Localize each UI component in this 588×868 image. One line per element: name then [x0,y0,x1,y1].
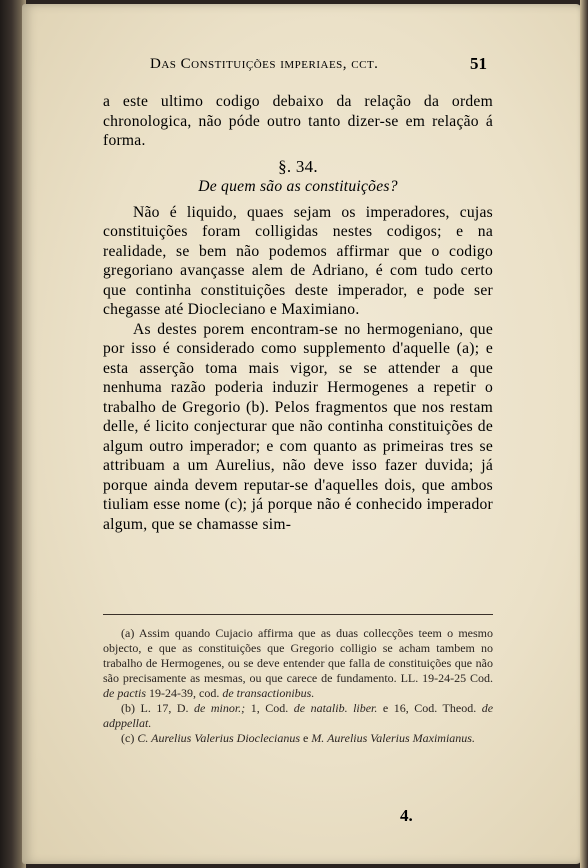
section-number: §. 34. [278,156,318,176]
footnote-c-ref-2: M. Aurelius Valerius Maximianus. [311,731,475,745]
footnote-b-text-1: (b) L. 17, D. [121,701,189,715]
running-head: Das Constituições imperiaes, cct. [150,56,379,72]
footnote-a-text: (a) Assim quando Cujacio affirma que as duas collecções teem o mesmo objecto, e que as constituições que Gregorio colligio se acham tambem no trabalho de Hermogenes, ou se deve entender que falla de constituições que não são precisamente as mesmas, ou que carece de fundamento. LL. 19-24-25 Cod. [103,626,493,685]
footnotes [103,626,493,746]
footnote-c-ref: C. Aurelius Valerius Dioclecianus [137,731,300,745]
footnote-divider [103,614,493,615]
footnote-b-text-2: 1, Cod. [250,701,289,715]
footnote-b-ref-3: de adppellat. [103,701,494,730]
page-number: 51 [470,54,487,73]
footnote-a-ref-1: de pactis [103,686,146,700]
footnote-b-text-3: e 16, Cod. Theod. [382,701,477,715]
footnote-a [103,626,493,701]
footnote-c-mid: e [302,731,309,745]
paragraph-1: Não é liquido, quaes sejam os imperadores, cujas constituições foram colligidas nestes codigos; e na realidade, se bem não podemos affirmar que o codigo gregoriano avançasse alem de Adriano, é com tudo certo que continha constituições deste imperador, e pode ser chegasse até Diocleciano e Maximiano. [103,203,493,318]
intro-lines: a este ultimo codigo debaixo da relação da ordem chronologica, não póde outro tanto dizer-se em relação á forma. [103,93,493,149]
footnote-b-ref-2: de natalib. liber. [293,701,378,715]
footnote-b-ref-1: de minor.; [194,701,246,715]
footnote-a-mid: 19-24-39, cod. [149,686,220,700]
footnote-c-label: (c) [121,731,135,745]
footnote-c [103,731,493,746]
signature-mark: 4. [400,806,413,825]
main-text [103,92,493,534]
footnote-b [103,701,493,731]
section-title: De quem são as constituições? [198,178,398,195]
footnote-a-ref-2: de transactionibus. [222,686,315,700]
page-edge-shadow [580,0,588,868]
paragraph-2: As destes porem encontram-se no hermogeniano, que por isso é considerado como supplemento d'aquelle (a); e esta asserção toma mais vigor, se se attender a que nenhuma razão poderia induzir Hermogenes a repetir o trabalho de Gregorio (b). Pelos fragmentos que nos restam delle, é licito conjecturar que não continha constituições de algum outro imperador; e com quanto as primeiras tres se attribuam a um Aurelius, não deve isso fazer duvida; já porque ainda devem reputar-se d'aquelles dois, que ambos tiuliam esse nome (c); já porque não é conhecido imperador algum, que se chamasse sim- [103,320,493,533]
